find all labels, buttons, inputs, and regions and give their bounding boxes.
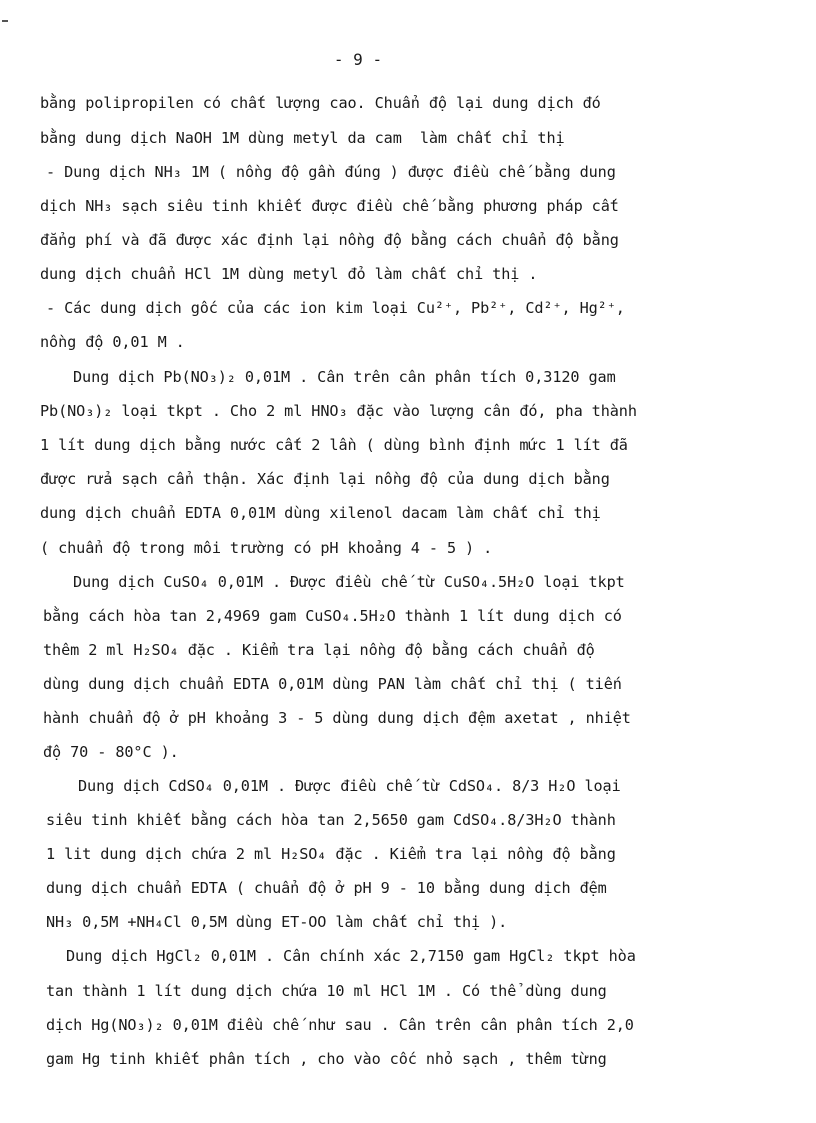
text-line: bằng polipropilen có chất lượng cao. Chuẩn độ lại dung dịch đó [40, 94, 601, 112]
text-line: 1 lít dung dịch bằng nước cất 2 lần ( dùng bình định mức 1 lít đã [40, 436, 628, 454]
text-line: dung dịch chuẩn EDTA ( chuẩn độ ở pH 9 - 10 bằng dung dịch đệm [46, 879, 607, 897]
text-line: tan thành 1 lít dung dịch chứa 10 ml HCl 1M . Có thể dùng dung [46, 982, 607, 1000]
text-line: - Dung dịch NH₃ 1M ( nồng độ gần đúng ) được điều chế bằng dung [46, 163, 616, 181]
text-line: bằng cách hòa tan 2,4969 gam CuSO₄.5H₂O thành 1 lít dung dịch có [43, 607, 622, 625]
text-line: dịch Hg(NO₃)₂ 0,01M điều chế như sau . Cân trên cân phân tích 2,0 [46, 1016, 634, 1034]
text-line: dùng dung dịch chuẩn EDTA 0,01M dùng PAN làm chất chỉ thị ( tiến [43, 675, 622, 693]
text-line: độ 70 - 80°C ). [43, 743, 179, 761]
text-line: Dung dịch Pb(NO₃)₂ 0,01M . Cân trên cân phân tích 0,3120 gam [73, 368, 616, 386]
text-line: đẳng phí và đã được xác định lại nồng độ bằng cách chuẩn độ bằng [40, 231, 619, 249]
text-line: Dung dịch CdSO₄ 0,01M . Được điều chế từ CdSO₄. 8/3 H₂O loại [78, 777, 621, 795]
text-line: Dung dịch CuSO₄ 0,01M . Được điều chế từ CuSO₄.5H₂O loại tkpt [73, 573, 625, 591]
text-line: - Các dung dịch gốc của các ion kim loại Cu²⁺, Pb²⁺, Cd²⁺, Hg²⁺, [46, 299, 625, 317]
text-line: được rửa sạch cẩn thận. Xác định lại nồng độ của dung dịch bằng [40, 470, 610, 488]
text-line: hành chuẩn độ ở pH khoảng 3 - 5 dùng dung dịch đệm axetat , nhiệt [43, 709, 631, 727]
text-line: nồng độ 0,01 M . [40, 333, 185, 351]
scan-mark [2, 20, 8, 22]
text-line: NH₃ 0,5M +NH₄Cl 0,5M dùng ET-OO làm chất chỉ thị ). [46, 913, 508, 931]
text-line: bằng dung dịch NaOH 1M dùng metyl da cam làm chất chỉ thị [40, 129, 565, 147]
text-line: Pb(NO₃)₂ loại tkpt . Cho 2 ml HNO₃ đặc vào lượng cân đó, pha thành [40, 402, 637, 420]
text-line: thêm 2 ml H₂SO₄ đặc . Kiểm tra lại nồng độ bằng cách chuẩn độ [43, 641, 595, 659]
text-line: Dung dịch HgCl₂ 0,01M . Cân chính xác 2,7150 gam HgCl₂ tkpt hòa [66, 947, 636, 965]
text-line: 1 lit dung dịch chứa 2 ml H₂SO₄ đặc . Kiểm tra lại nồng độ bằng [46, 845, 616, 863]
page-number: - 9 - [333, 50, 383, 69]
text-line: gam Hg tinh khiết phân tích , cho vào cốc nhỏ sạch , thêm từng [46, 1050, 607, 1068]
text-line: siêu tinh khiết bằng cách hòa tan 2,5650 gam CdSO₄.8/3H₂O thành [46, 811, 616, 829]
text-line: dịch NH₃ sạch siêu tinh khiết được điều chế bằng phương pháp cất [40, 197, 619, 215]
text-line: ( chuẩn độ trong môi trường có pH khoảng 4 - 5 ) . [40, 539, 493, 557]
text-line: dung dịch chuẩn HCl 1M dùng metyl đỏ làm chất chỉ thị . [40, 265, 538, 283]
text-line: dung dịch chuẩn EDTA 0,01M dùng xilenol dacam làm chất chỉ thị [40, 504, 601, 522]
